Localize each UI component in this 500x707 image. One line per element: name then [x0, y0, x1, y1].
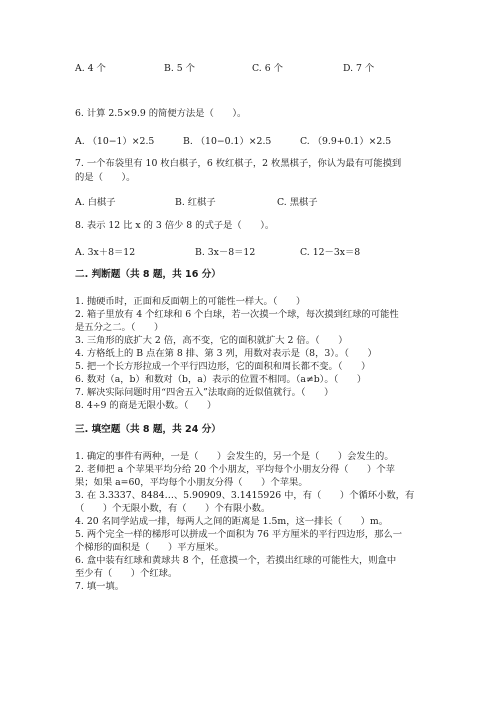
q6-stem: 6. 计算 2.5×9.9 的简便方法是（ ）。	[75, 108, 247, 119]
q6-option-a: A. （10−1）×2.5	[75, 136, 155, 147]
fill-line: 1. 确定的事件有两种，一是（ ）会发生的，另一个是（ ）会发生的。	[75, 451, 394, 462]
fill-line: （ ）个无限小数，有（ ）个有限小数。	[75, 503, 271, 514]
q5-option-c: C. 6 个	[252, 63, 283, 74]
fill-line: 4. 20 名同学站成一排，每两人之间的距离是 1.5m，这一排长（ ）m。	[75, 516, 388, 527]
q5-option-a: A. 4 个	[75, 63, 106, 74]
tf-line: 1. 抛硬币时，正面和反面朝上的可能性一样大。（ ）	[75, 296, 306, 307]
q8-stem: 8. 表示 12 比 x 的 3 倍少 8 的式子是（ ）。	[75, 220, 275, 231]
tf-line: 2. 箱子里放有 4 个红球和 6 个白球，若一次摸一个球，每次摸到红球的可能性	[75, 309, 399, 320]
fill-line: 3. 在 3.3337、8484…、5.90909、3.1415926 中，有（ ）个循环小数，有	[75, 490, 415, 501]
q6-option-c: C. （9.9+0.1）×2.5	[300, 136, 392, 147]
q5-option-b: B. 5 个	[164, 63, 195, 74]
q7-stem-line2: 的是（ ）。	[75, 172, 136, 183]
fill-line: 至少有（ ）个红球。	[75, 568, 178, 579]
q7-option-c: C. 黑棋子	[277, 197, 318, 208]
tf-line: 8. 4÷9 的商是无限小数。（ ）	[75, 400, 217, 411]
q7-stem-line1: 7. 一个布袋里有 10 枚白棋子，6 枚红棋子，2 枚黑棋子，你认为最有可能摸到	[75, 158, 402, 169]
fill-line: 果；如果 a=60，平均每个小朋友分得（ ）个苹果。	[75, 477, 308, 488]
fill-line: 6. 盒中装有红球和黄球共 8 个，任意摸一个，若摸出红球的可能性大，则盒中	[75, 555, 397, 566]
tf-line: 3. 三角形的底扩大 2 倍，高不变，它的面积就扩大 2 倍。（ ）	[75, 335, 348, 346]
fill-line: 5. 两个完全一样的梯形可以拼成一个面积为 76 平方厘米的平行四边形，那么一	[75, 529, 403, 540]
q5-option-d: D. 7 个	[343, 63, 375, 74]
tf-line: 7. 解决实际问题时用“四舍五入”法取商的近似值就行。（ ）	[75, 387, 334, 398]
fill-line: 7. 填一填。	[75, 581, 125, 592]
section-2-title: 二. 判断题（共 8 题，共 16 分）	[75, 269, 221, 280]
q6-option-b: B. （10−0.1）×2.5	[183, 136, 272, 147]
tf-line: 5. 把一个长方形拉成一个平行四边形，它的面积和周长都不变。（ ）	[75, 361, 371, 372]
q7-option-a: A. 白棋子	[75, 197, 116, 208]
q8-option-b: B. 3x－8＝12	[195, 247, 256, 258]
q8-option-a: A. 3x＋8＝12	[75, 247, 136, 258]
fill-line: 个梯形的面积是（ ）平方厘米。	[75, 542, 224, 553]
tf-line: 4. 方格纸上的 B 点在第 8 排、第 3 列，用数对表示是（8，3）。（ ）	[75, 348, 377, 359]
fill-line: 2. 老师把 a 个苹果平均分给 20 个小朋友，平均每个小朋友分得（ ）个苹	[75, 464, 395, 475]
tf-line: 6. 数对（a，b）和数对（b，a）表示的位置不相同。（a≠b）。（ ）	[75, 374, 367, 385]
q8-option-c: C. 12－3x＝8	[300, 247, 361, 258]
q7-option-b: B. 红棋子	[175, 197, 216, 208]
tf-line: 是五分之二。（ ）	[75, 322, 164, 333]
section-3-title: 三. 填空题（共 8 题，共 24 分）	[75, 424, 221, 435]
